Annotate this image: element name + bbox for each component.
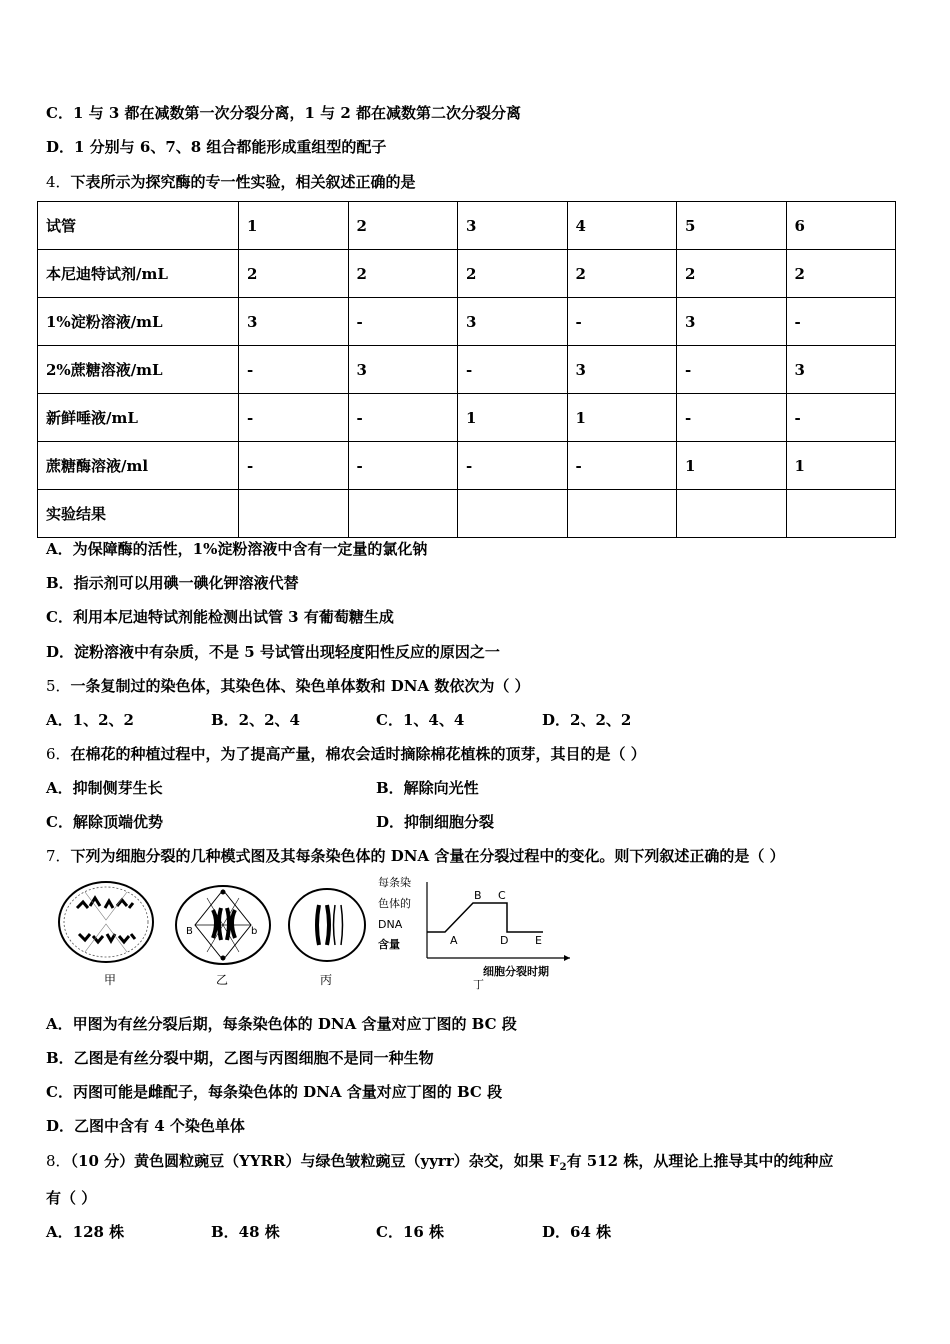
table-cell: - [567,442,677,490]
q4-option-c: C．利用本尼迪特试剂能检测出试管 3 有葡萄糖生成 [46,608,394,626]
graph-point-a: A [450,934,458,947]
table-row-header: 试管 [38,202,239,250]
q8-stem-text: （10 分）黄色圆粒豌豆（YYRR）与绿色皱粒豌豆（yyrr）杂交，如果 F [70,1152,560,1170]
table-row [38,298,896,346]
table-cell: 3 [567,346,677,394]
q8-stem-text-end: 有 512 株，从理论上推导其中的纯种应 [566,1152,834,1170]
table-cell: 2 [239,250,349,298]
table-cell: 2 [458,250,568,298]
table-cell: - [677,394,787,442]
table-cell [458,490,568,538]
graph-ylabel-line3: DNA [378,918,403,931]
q8-subscript: 2 [559,1162,567,1173]
table-cell: - [677,346,787,394]
q6-option-c: C．解除顶端优势 [46,813,163,831]
graph-point-d: D [500,934,509,947]
table-row [38,250,896,298]
q6-stem-text: 在棉花的种植过程中，为了提高产量，棉农会适时摘除棉花植株的顶芽，其目的是（ ） [70,745,646,763]
question-number: 4． [46,173,71,191]
table-cell: 1 [786,442,896,490]
q5-option-d: D．2、2、2 [542,711,632,729]
table-cell: 2 [348,202,458,250]
table-cell [567,490,677,538]
dna-content-graph [378,875,570,991]
q5-stem [46,675,530,696]
table-row [38,442,896,490]
q8-stem-line1 [46,1150,833,1173]
table-cell: 4 [567,202,677,250]
q7-option-c: C．丙图可能是雌配子，每条染色体的 DNA 含量对应丁图的 BC 段 [46,1083,503,1101]
graph-point-b: B [474,889,482,902]
table-cell: 2 [348,250,458,298]
table-cell: 3 [348,346,458,394]
table-cell [677,490,787,538]
q7-option-b: B．乙图是有丝分裂中期，乙图与丙图细胞不是同一种生物 [46,1049,434,1067]
q4-option-d: D．淀粉溶液中有杂质，不是 5 号试管出现轻度阳性反应的原因之一 [46,643,500,661]
graph-ylabel-line1: 每条染 [378,876,411,889]
table-cell: 3 [239,298,349,346]
table-row-header: 2%蔗糖溶液/mL [38,346,239,394]
table-row [38,202,896,250]
q5-option-c: C．1、4、4 [376,711,465,729]
q3-option-c: C．1 与 3 都在减数第一次分裂分离，1 与 2 都在减数第二次分裂分离 [46,104,522,122]
table-cell: 3 [458,202,568,250]
table-row [38,346,896,394]
table-row [38,490,896,538]
question-number: 8． [46,1152,71,1170]
graph-ylabel-line2: 色体的 [378,897,411,910]
table-cell: 1 [458,394,568,442]
table-cell: - [458,346,568,394]
q4-experiment-table [37,201,896,538]
q7-option-a: A．甲图为有丝分裂后期，每条染色体的 DNA 含量对应丁图的 BC 段 [46,1015,517,1033]
table-row-header: 1%淀粉溶液/mL [38,298,239,346]
table-row [38,394,896,442]
table-cell [786,490,896,538]
table-cell: - [348,298,458,346]
question-number: 5． [46,677,71,695]
q5-stem-text: 一条复制过的染色体，其染色体、染色单体数和 DNA 数依次为（ ） [70,677,530,695]
q5-option-a: A．1、2、2 [46,711,134,729]
table-cell: - [239,346,349,394]
graph-xlabel: 细胞分裂时期 [483,965,549,978]
q8-option-d: D．64 株 [542,1223,612,1241]
label-ding: 丁 [473,978,484,991]
table-cell: 3 [458,298,568,346]
table-cell: 6 [786,202,896,250]
q8-option-a: A．128 株 [46,1223,125,1241]
q8-stem-line2: 有（ ） [46,1189,97,1207]
table-cell: - [348,394,458,442]
q7-cell-division-figure [55,872,585,992]
cell-bing-diagram [289,889,365,961]
q7-stem-text: 下列为细胞分裂的几种模式图及其每条染色体的 DNA 含量在分裂过程中的变化。则下列叙述正确的是（ ） [70,847,785,865]
table-cell: - [239,442,349,490]
question-number: 6． [46,745,71,763]
table-row-header: 实验结果 [38,490,239,538]
table-cell: - [458,442,568,490]
cell-letter-lower-b: b [251,926,258,937]
graph-point-e: E [535,934,542,947]
q6-option-a: A．抑制侧芽生长 [46,779,163,797]
table-cell: 2 [567,250,677,298]
q4-option-a: A．为保障酶的活性，1%淀粉溶液中含有一定量的氯化钠 [46,540,428,558]
table-cell: - [567,298,677,346]
table-cell: 1 [677,442,787,490]
q4-stem [46,171,416,192]
q6-option-d: D．抑制细胞分裂 [376,813,495,831]
table-cell: - [786,298,896,346]
table-cell: 1 [567,394,677,442]
q5-option-b: B．2、2、4 [211,711,300,729]
table-cell [348,490,458,538]
table-cell: 3 [677,298,787,346]
table-row-header: 蔗糖酶溶液/ml [38,442,239,490]
q6-stem [46,743,646,764]
q7-option-d: D．乙图中含有 4 个染色单体 [46,1117,245,1135]
label-jia: 甲 [104,973,117,987]
table-row-header: 新鲜唾液/mL [38,394,239,442]
table-cell: 1 [239,202,349,250]
q3-option-d: D．1 分别与 6、7、8 组合都能形成重组型的配子 [46,138,387,156]
cell-yi-diagram [176,886,270,964]
table-cell: - [239,394,349,442]
cell-letter-upper-b: B [186,926,193,937]
q7-stem [46,845,785,866]
table-cell: 5 [677,202,787,250]
table-cell: 2 [786,250,896,298]
q4-option-b: B．指示剂可以用碘一碘化钾溶液代替 [46,574,299,592]
q6-option-b: B．解除向光性 [376,779,479,797]
label-yi: 乙 [216,973,229,987]
q4-stem-text: 下表所示为探究酶的专一性实验，相关叙述正确的是 [70,173,416,191]
question-number: 7． [46,847,71,865]
label-bing: 丙 [320,973,333,987]
table-cell: 3 [786,346,896,394]
q8-option-b: B．48 株 [211,1223,280,1241]
table-row-header: 本尼迪特试剂/mL [38,250,239,298]
table-cell [239,490,349,538]
q8-option-c: C．16 株 [376,1223,445,1241]
cell-jia-diagram [59,882,153,962]
table-cell: 2 [677,250,787,298]
graph-ylabel-line4: 含量 [378,938,400,951]
graph-point-c: C [498,889,506,902]
table-cell: - [786,394,896,442]
table-cell: - [348,442,458,490]
